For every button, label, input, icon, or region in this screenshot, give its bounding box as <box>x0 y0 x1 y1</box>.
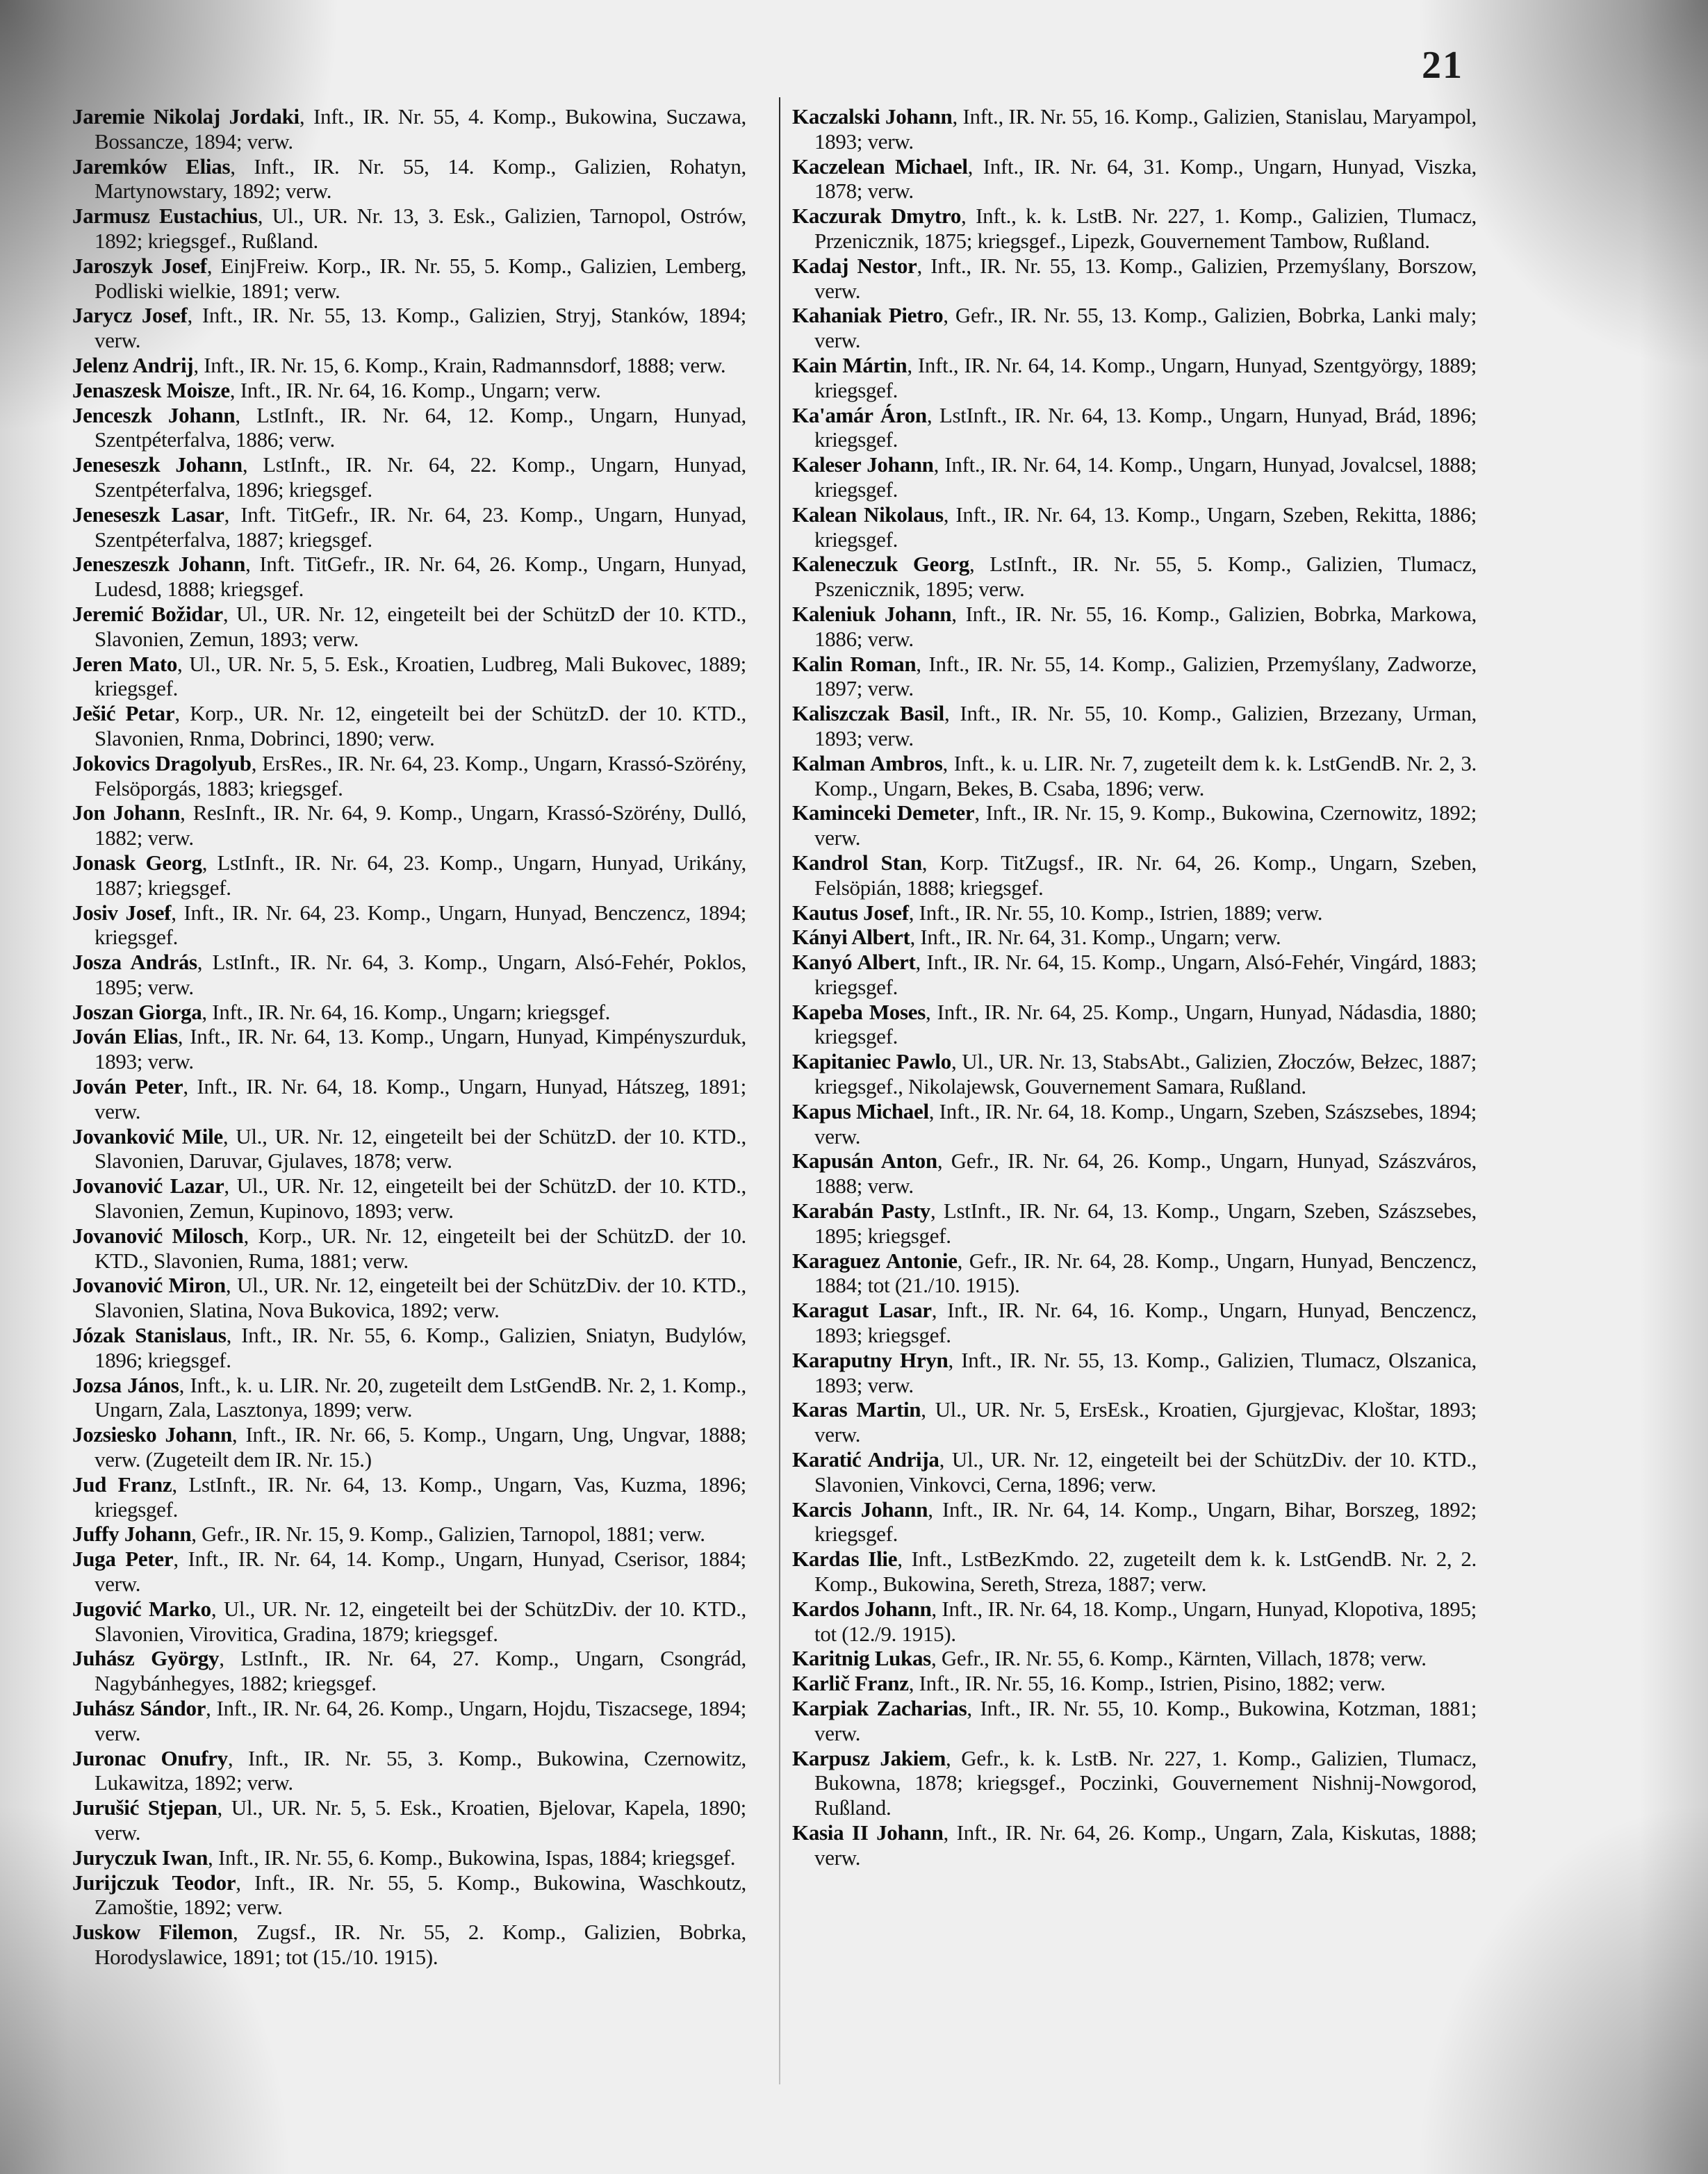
entry-name: Jurijczuk Teodor <box>72 1870 236 1895</box>
entry-name: Jaremków Elias <box>72 154 231 179</box>
list-entry <box>72 1795 746 1845</box>
entry-details: , Inft., LstBezKmdo. 22, zugeteilt dem k. k. LstGendB. Nr. 2, 2. Komp., Bukowina, Sereth, Streza, 1887; verw. <box>814 1547 1477 1597</box>
list-entry <box>72 751 746 801</box>
list-entry <box>72 1547 746 1597</box>
entry-name: Karpiak Zacharias <box>792 1696 967 1720</box>
entry-details: , LstInft., IR. Nr. 64, 13. Komp., Ungarn, Szeben, Szászsebes, 1895; kriegsgef. <box>814 1199 1477 1248</box>
entry-details: , ResInft., IR. Nr. 64, 9. Komp., Ungarn, Krassó-Szörény, Dulló, 1882; verw. <box>95 800 746 850</box>
list-entry <box>72 1472 746 1522</box>
entry-details: , Inft., IR. Nr. 64, 18. Komp., Ungarn, Hunyad, Hátszeg, 1891; verw. <box>95 1074 746 1123</box>
entry-name: Jarycz Josef <box>72 303 188 328</box>
list-entry <box>72 1422 746 1472</box>
list-entry <box>72 1870 746 1920</box>
list-entry <box>72 1845 746 1870</box>
entry-details: , Inft., IR. Nr. 64, 14. Komp., Ungarn, Bihar, Borszeg, 1892; kriegsgef. <box>814 1497 1477 1547</box>
list-entry <box>72 800 746 850</box>
entry-name: Kain Mártin <box>792 352 908 377</box>
entry-details: , Inft., IR. Nr. 64, 18. Komp., Ungarn, Hunyad, Klopotiva, 1895; tot (12./9. 1915). <box>814 1596 1477 1646</box>
list-entry <box>72 1746 746 1796</box>
entry-details: , Inft., IR. Nr. 64, 31. Komp., Ungarn, Hunyad, Viszka, 1878; verw. <box>814 154 1477 204</box>
list-entry <box>72 353 746 378</box>
entry-name: Jaroszyk Josef <box>72 253 207 278</box>
entry-details: , Gefr., IR. Nr. 55, 13. Komp., Galizien, Bobrka, Lanki maly; verw. <box>814 303 1477 353</box>
entry-name: Kandrol Stan <box>792 850 922 875</box>
page-number: 21 <box>1422 44 1463 87</box>
list-entry <box>792 104 1477 154</box>
entry-details: , Inft., IR. Nr. 64, 23. Komp., Ungarn, Hunyad, Benczencz, 1894; kriegsgef. <box>95 900 746 950</box>
entry-name: Jeneseszk Johann <box>72 452 243 477</box>
entry-name: Jon Johann <box>72 800 181 825</box>
entry-details: , Inft., IR. Nr. 64, 16. Komp., Ungarn, Hunyad, Benczencz, 1893; kriegsgef. <box>814 1298 1477 1348</box>
entry-name: Kányi Albert <box>792 925 910 950</box>
list-entry <box>72 1597 746 1647</box>
entry-details: , Gefr., IR. Nr. 64, 26. Komp., Ungarn, Hunyad, Szászváros, 1888; verw. <box>814 1148 1477 1199</box>
entry-details: , Inft., IR. Nr. 55, 16. Komp., Galizien, Bobrka, Markowa, 1886; verw. <box>814 601 1477 651</box>
left-column <box>72 104 746 1970</box>
entry-details: , Ul., UR. Nr. 13, StabsAbt., Galizien, Złoczów, Bełzec, 1887; kriegsgef., Nikolajewsk, Gouvernement Samara, Rußland. <box>814 1049 1477 1099</box>
entry-name: Kaczurak Dmytro <box>792 204 962 229</box>
entry-details: , Ul., UR. Nr. 12, eingeteilt bei der SchützD. der 10. KTD., Slavonien, Daruvar, Gjulaves, 1878; verw. <box>95 1123 746 1174</box>
entry-details: , Ul., UR. Nr. 5, ErsEsk., Kroatien, Gjurgjevac, Kloštar, 1893; verw. <box>814 1397 1477 1447</box>
entry-name: Kapeba Moses <box>792 999 926 1024</box>
entry-details: , Ul., UR. Nr. 12, eingeteilt bei der SchützD der 10. KTD., Slavonien, Zemun, 1893; verw. <box>95 601 746 651</box>
entry-name: Ješić Petar <box>72 701 175 726</box>
entry-name: Juskow Filemon <box>72 1920 233 1945</box>
entry-name: Jozsiesko Johann <box>72 1422 232 1447</box>
entry-details: , Inft., IR. Nr. 55, 16. Komp., Istrien, Pisino, 1882; verw. <box>908 1671 1386 1696</box>
list-entry <box>792 1148 1477 1199</box>
list-entry <box>792 1049 1477 1099</box>
entry-details: , Inft., IR. Nr. 15, 6. Komp., Krain, Radmannsdorf, 1888; verw. <box>193 352 726 377</box>
list-entry <box>792 751 1477 801</box>
list-entry <box>72 1373 746 1423</box>
list-entry <box>792 1696 1477 1746</box>
list-entry <box>792 452 1477 502</box>
entry-name: Kadaj Nestor <box>792 253 917 278</box>
list-entry <box>792 701 1477 751</box>
list-entry <box>792 925 1477 950</box>
entry-name: Karatić Andrija <box>792 1447 939 1472</box>
entry-details: , Inft., IR. Nr. 66, 5. Komp., Ungarn, Ung, Ungvar, 1888; verw. (Zugeteilt dem IR. Nr. 15.) <box>95 1422 746 1472</box>
list-entry <box>72 204 746 254</box>
entry-details: , Gefr., IR. Nr. 64, 28. Komp., Ungarn, Hunyad, Benczencz, 1884; tot (21./10. 1915). <box>814 1248 1477 1298</box>
list-entry <box>792 1397 1477 1447</box>
entry-details: , LstInft., IR. Nr. 64, 27. Komp., Ungarn, Csongrád, Nagybánhegyes, 1882; kriegsgef. <box>95 1646 746 1696</box>
list-entry <box>72 1074 746 1124</box>
entry-name: Kalman Ambros <box>792 750 943 775</box>
list-entry <box>792 204 1477 254</box>
entry-name: Jelenz Andrij <box>72 352 194 377</box>
entry-details: , Inft., IR. Nr. 64, 14. Komp., Ungarn, Hunyad, Jovalcsel, 1888; kriegsgef. <box>814 452 1477 502</box>
entry-name: Karpusz Jakiem <box>792 1745 946 1770</box>
entry-details: , LstInft., IR. Nr. 64, 3. Komp., Ungarn, Alsó-Fehér, Poklos, 1895; verw. <box>95 950 746 999</box>
list-entry <box>72 1124 746 1174</box>
list-entry <box>72 1224 746 1274</box>
entry-name: Jeren Mato <box>72 651 178 676</box>
list-entry <box>792 254 1477 304</box>
entry-details: , Inft., IR. Nr. 64, 16. Komp., Ungarn; kriegsgef. <box>202 999 611 1024</box>
entry-name: Jonask Georg <box>72 850 202 875</box>
list-entry <box>792 1646 1477 1671</box>
list-entry <box>72 1522 746 1547</box>
entry-details: , Inft., IR. Nr. 64, 13. Komp., Ungarn, Hunyad, Kimpényszurduk, 1893; verw. <box>95 1024 746 1074</box>
entry-details: , Korp., UR. Nr. 12, eingeteilt bei der SchützD. der 10. KTD., Slavonien, Rnma, Dobrinci, 1890; verw. <box>95 701 746 750</box>
entry-details: , Ul., UR. Nr. 12, eingeteilt bei der SchützDiv. der 10. KTD., Slavonien, Slatina, Nova Bukovica, 1892; verw. <box>95 1273 746 1323</box>
list-entry <box>792 850 1477 900</box>
entry-name: Kapitaniec Pawlo <box>792 1049 951 1074</box>
entry-name: Jeneszeszk Johann <box>72 552 246 577</box>
entry-details: , Korp., UR. Nr. 12, eingeteilt bei der SchützD. der 10. KTD., Slavonien, Ruma, 1881; verw. <box>95 1223 746 1273</box>
entry-name: Juga Peter <box>72 1547 174 1572</box>
entry-name: Jenceszk Johann <box>72 402 236 427</box>
list-entry <box>792 1099 1477 1149</box>
entry-details: , Inft. TitGefr., IR. Nr. 64, 23. Komp., Ungarn, Hunyad, Szentpéterfalva, 1887; kriegsgef. <box>95 502 747 552</box>
entry-details: , Inft., k. u. LIR. Nr. 7, zugeteilt dem k. k. LstGendB. Nr. 2, 3. Komp., Ungarn, Bekes, B. Csaba, 1896; verw. <box>814 750 1477 800</box>
list-entry <box>792 303 1477 353</box>
entry-details: , Inft., IR. Nr. 55, 10. Komp., Galizien, Brzezany, Urman, 1893; verw. <box>814 701 1477 750</box>
entry-name: Karaguez Antonie <box>792 1248 958 1273</box>
list-entry <box>792 1671 1477 1696</box>
list-entry <box>72 378 746 403</box>
entry-details: , LstInft., IR. Nr. 64, 23. Komp., Ungarn, Hunyad, Urikány, 1887; kriegsgef. <box>95 850 747 900</box>
entry-details: , Inft., IR. Nr. 55, 13. Komp., Galizien, Przemyślany, Borszow, verw. <box>814 253 1477 303</box>
list-entry <box>792 1348 1477 1398</box>
entry-name: Jován Peter <box>72 1074 183 1099</box>
list-entry <box>72 403 746 453</box>
entry-details: , Ul., UR. Nr. 13, 3. Esk., Galizien, Tarnopol, Ostrów, 1892; kriegsgef., Rußland. <box>95 204 746 253</box>
entry-details: , Inft., IR. Nr. 64, 31. Komp., Ungarn; verw. <box>910 925 1281 950</box>
list-entry <box>792 154 1477 204</box>
entry-name: Juffy Johann <box>72 1522 192 1547</box>
list-entry <box>72 303 746 353</box>
entry-details: , Ul., UR. Nr. 12, eingeteilt bei der SchützDiv. der 10. KTD., Slavonien, Virovitica, Gradina, 1879; kriegsgef. <box>95 1596 746 1646</box>
list-entry <box>792 1199 1477 1249</box>
entry-details: , Inft., IR. Nr. 55, 14. Komp., Galizien, Rohatyn, Martynowstary, 1892; verw. <box>95 154 747 204</box>
entry-details: , EinjFreiw. Korp., IR. Nr. 55, 5. Komp., Galizien, Lemberg, Podliski wielkie, 1891; verw. <box>95 253 746 303</box>
entry-name: Karlič Franz <box>792 1671 909 1696</box>
entry-details: , Inft., IR. Nr. 55, 4. Komp., Bukowina, Suczawa, Bossancze, 1894; verw. <box>95 104 746 154</box>
list-entry <box>72 1273 746 1323</box>
entry-name: Karaputny Hryn <box>792 1347 949 1372</box>
entry-details: , Inft., IR. Nr. 55, 10. Komp., Bukowina, Kotzman, 1881; verw. <box>814 1696 1477 1745</box>
entry-details: , Ul., UR. Nr. 5, 5. Esk., Kroatien, Bjelovar, Kapela, 1890; verw. <box>95 1795 746 1845</box>
entry-name: Jurušić Stjepan <box>72 1795 217 1820</box>
list-entry <box>72 652 746 702</box>
entry-details: , Ul., UR. Nr. 5, 5. Esk., Kroatien, Ludbreg, Mali Bukovec, 1889; kriegsgef. <box>95 651 746 701</box>
entry-name: Kalean Nikolaus <box>792 502 944 527</box>
entry-details: , Inft., IR. Nr. 55, 13. Komp., Galizien, Tlumacz, Olszanica, 1893; verw. <box>814 1347 1477 1397</box>
entry-details: , Inft., IR. Nr. 64, 13. Komp., Ungarn, Szeben, Rekitta, 1886; kriegsgef. <box>814 502 1477 552</box>
entry-details: , LstInft., IR. Nr. 64, 13. Komp., Ungarn, Vas, Kuzma, 1896; kriegsgef. <box>95 1472 746 1522</box>
entry-details: , Inft. TitGefr., IR. Nr. 64, 26. Komp., Ungarn, Hunyad, Ludesd, 1888; kriegsgef. <box>95 552 746 602</box>
list-entry <box>72 452 746 502</box>
list-entry <box>792 1447 1477 1497</box>
entry-details: , LstInft., IR. Nr. 64, 22. Komp., Ungarn, Hunyad, Szentpéterfalva, 1896; kriegsgef. <box>95 452 746 502</box>
list-entry <box>72 254 746 304</box>
list-entry <box>72 1000 746 1025</box>
list-entry <box>72 1920 746 1970</box>
entry-name: Jeremić Božidar <box>72 601 223 626</box>
entry-details: , Inft., IR. Nr. 55, 16. Komp., Galizien, Stanislau, Maryampol, 1893; verw. <box>814 104 1477 154</box>
entry-name: Jaremie Nikolaj Jordaki <box>72 104 299 129</box>
list-entry <box>792 652 1477 702</box>
list-entry <box>792 552 1477 602</box>
list-entry <box>72 950 746 1000</box>
entry-name: Józak Stanislaus <box>72 1323 227 1348</box>
entry-name: Jovanović Milosch <box>72 1223 244 1248</box>
list-entry <box>792 353 1477 403</box>
entry-name: Karcis Johann <box>792 1497 928 1522</box>
list-entry <box>72 1024 746 1074</box>
entry-name: Jovanović Miron <box>72 1273 226 1298</box>
list-entry <box>72 502 746 552</box>
list-entry <box>72 602 746 652</box>
list-entry <box>72 552 746 602</box>
entry-name: Josiv Josef <box>72 900 172 925</box>
list-entry <box>792 502 1477 552</box>
entry-details: , Inft., IR. Nr. 64, 26. Komp., Ungarn, Hojdu, Tiszacsege, 1894; verw. <box>95 1696 747 1745</box>
entry-name: Jud Franz <box>72 1472 172 1497</box>
entry-name: Kasia II Johann <box>792 1820 944 1845</box>
entry-name: Kapusán Anton <box>792 1148 937 1174</box>
list-entry <box>792 900 1477 925</box>
list-entry <box>72 154 746 204</box>
list-entry <box>792 1497 1477 1547</box>
list-entry <box>792 1249 1477 1299</box>
entry-name: Kaleniuk Johann <box>792 601 952 626</box>
entry-name: Kaleneczuk Georg <box>792 552 969 577</box>
entry-name: Juryczuk Iwan <box>72 1845 208 1870</box>
list-entry <box>792 602 1477 652</box>
list-entry <box>72 1646 746 1696</box>
entry-name: Karitnig Lukas <box>792 1646 931 1671</box>
right-column <box>792 104 1477 1870</box>
list-entry <box>792 1746 1477 1820</box>
entry-name: Karagut Lasar <box>792 1298 932 1323</box>
entry-name: Kaczalski Johann <box>792 104 953 129</box>
entry-name: Karas Martin <box>792 1397 921 1422</box>
entry-details: , LstInft., IR. Nr. 64, 12. Komp., Ungarn, Hunyad, Szentpéterfalva, 1886; verw. <box>95 402 746 452</box>
list-entry <box>72 1174 746 1224</box>
entry-details: , LstInft., IR. Nr. 64, 13. Komp., Ungarn, Hunyad, Brád, 1896; kriegsgef. <box>814 402 1477 452</box>
list-entry <box>792 800 1477 850</box>
entry-name: Ka'amár Áron <box>792 402 927 427</box>
list-entry <box>792 1597 1477 1647</box>
entry-details: , Inft., IR. Nr. 64, 25. Komp., Ungarn, Hunyad, Nádasdia, 1880; kriegsgef. <box>814 999 1477 1049</box>
entry-details: , Inft., IR. Nr. 64, 15. Komp., Ungarn, Alsó-Fehér, Vingárd, 1883; kriegsgef. <box>814 950 1477 999</box>
list-entry <box>792 950 1477 1000</box>
entry-name: Kardas Ilie <box>792 1547 898 1572</box>
entry-name: Kautus Josef <box>792 900 909 925</box>
entry-name: Kapus Michael <box>792 1098 929 1123</box>
entry-details: , ErsRes., IR. Nr. 64, 23. Komp., Ungarn, Krassó-Szörény, Felsöporgás, 1883; kriegsgef. <box>95 750 746 800</box>
entry-details: , Gefr., IR. Nr. 15, 9. Komp., Galizien, Tarnopol, 1881; verw. <box>191 1522 705 1547</box>
entry-name: Juhász Sándor <box>72 1696 206 1720</box>
entry-name: Kahaniak Pietro <box>792 303 944 328</box>
entry-name: Kaminceki Demeter <box>792 800 975 825</box>
entry-name: Juhász György <box>72 1646 220 1671</box>
entry-name: Jeneseszk Lasar <box>72 502 224 527</box>
entry-name: Kaczelean Michael <box>792 154 968 179</box>
entry-details: , Gefr., IR. Nr. 55, 6. Komp., Kärnten, Villach, 1878; verw. <box>930 1646 1427 1671</box>
entry-details: , Inft., k. k. LstB. Nr. 227, 1. Komp., Galizien, Tlumacz, Przenicznik, 1875; kriegsgef., Lipezk, Gouvernement Tambow, Rußland. <box>814 204 1477 253</box>
entry-name: Jován Elias <box>72 1024 178 1049</box>
entry-name: Jovanović Lazar <box>72 1174 224 1199</box>
entry-name: Jenaszesk Moisze <box>72 377 230 402</box>
list-entry <box>792 403 1477 453</box>
entry-details: , Inft., IR. Nr. 55, 5. Komp., Bukowina, Waschkoutz, Zamoštie, 1892; verw. <box>95 1870 746 1920</box>
entry-details: , Inft., IR. Nr. 64, 14. Komp., Ungarn, Hunyad, Szentgyörgy, 1889; kriegsgef. <box>814 352 1477 402</box>
entry-name: Jokovics Dragolyub <box>72 750 252 775</box>
list-entry <box>72 1323 746 1373</box>
list-entry <box>72 900 746 950</box>
list-entry <box>72 1696 746 1746</box>
entry-details: , LstInft., IR. Nr. 55, 5. Komp., Galizien, Tlumacz, Pszenicznik, 1895; verw. <box>814 552 1477 602</box>
entry-details: , Inft., IR. Nr. 64, 16. Komp., Ungarn; verw. <box>229 377 601 402</box>
list-entry <box>72 104 746 154</box>
entry-details: , Korp. TitZugsf., IR. Nr. 64, 26. Komp., Ungarn, Szeben, Felsöpián, 1888; kriegsgef. <box>814 850 1477 900</box>
entry-details: , Inft., IR. Nr. 55, 3. Komp., Bukowina, Czernowitz, Lukawitza, 1892; verw. <box>95 1745 746 1795</box>
entry-details: , Ul., UR. Nr. 12, eingeteilt bei der SchützDiv. der 10. KTD., Slavonien, Vinkovci, Cerna, 1896; verw. <box>814 1447 1477 1497</box>
list-entry <box>72 850 746 900</box>
list-entry <box>792 1000 1477 1050</box>
entry-name: Jozsa János <box>72 1372 179 1397</box>
entry-details: , Inft., IR. Nr. 55, 13. Komp., Galizien, Stryj, Stanków, 1894; verw. <box>95 303 746 353</box>
entry-details: , Ul., UR. Nr. 12, eingeteilt bei der SchützD. der 10. KTD., Slavonien, Zemun, Kupinovo, 1893; verw. <box>95 1174 746 1224</box>
list-entry <box>792 1820 1477 1870</box>
entry-details: , Zugsf., IR. Nr. 55, 2. Komp., Galizien, Bobrka, Horodyslawice, 1891; tot (15./10. 1915). <box>95 1920 747 1969</box>
column-divider <box>779 97 780 2084</box>
entry-details: , Inft., IR. Nr. 64, 14. Komp., Ungarn, Hunyad, Cserisor, 1884; verw. <box>95 1547 746 1597</box>
entry-name: Jovanković Mile <box>72 1123 223 1148</box>
list-entry <box>792 1547 1477 1597</box>
entry-name: Kaliszczak Basil <box>792 701 944 726</box>
entry-details: , Inft., IR. Nr. 55, 10. Komp., Istrien, 1889; verw. <box>908 900 1323 925</box>
entry-details: , Inft., IR. Nr. 55, 6. Komp., Galizien, Sniatyn, Budylów, 1896; kriegsgef. <box>95 1323 746 1372</box>
entry-name: Kanyó Albert <box>792 950 916 975</box>
list-entry <box>72 701 746 751</box>
entry-name: Josza András <box>72 950 197 975</box>
list-entry <box>792 1298 1477 1348</box>
entry-name: Kalin Roman <box>792 651 917 676</box>
entry-details: , Inft., IR. Nr. 55, 6. Komp., Bukowina, Ispas, 1884; kriegsgef. <box>208 1845 736 1870</box>
entry-details: , Inft., IR. Nr. 64, 18. Komp., Ungarn, Szeben, Szászsebes, 1894; verw. <box>814 1098 1477 1148</box>
entry-details: , Inft., IR. Nr. 64, 26. Komp., Ungarn, Zala, Kiskutas, 1888; verw. <box>814 1820 1477 1870</box>
entry-name: Kaleser Johann <box>792 452 934 477</box>
entry-details: , Gefr., k. k. LstB. Nr. 227, 1. Komp., Galizien, Tlumacz, Bukowna, 1878; kriegsgef., Poczinki, Gouvernement Nishnij-Nowgorod, Rußland. <box>814 1745 1477 1820</box>
entry-name: Juronac Onufry <box>72 1745 228 1770</box>
entry-name: Joszan Giorga <box>72 999 202 1024</box>
entry-name: Kardos Johann <box>792 1596 932 1621</box>
entry-name: Jarmusz Eustachius <box>72 204 258 229</box>
entry-name: Jugović Marko <box>72 1596 211 1621</box>
entry-details: , Inft., IR. Nr. 15, 9. Komp., Bukowina, Czernowitz, 1892; verw. <box>814 800 1477 850</box>
entry-details: , Inft., IR. Nr. 55, 14. Komp., Galizien, Przemyślany, Zadworze, 1897; verw. <box>814 651 1477 701</box>
entry-details: , Inft., k. u. LIR. Nr. 20, zugeteilt dem LstGendB. Nr. 2, 1. Komp., Ungarn, Zala, Lasztonya, 1899; verw. <box>95 1372 747 1422</box>
entry-name: Karabán Pasty <box>792 1199 930 1224</box>
